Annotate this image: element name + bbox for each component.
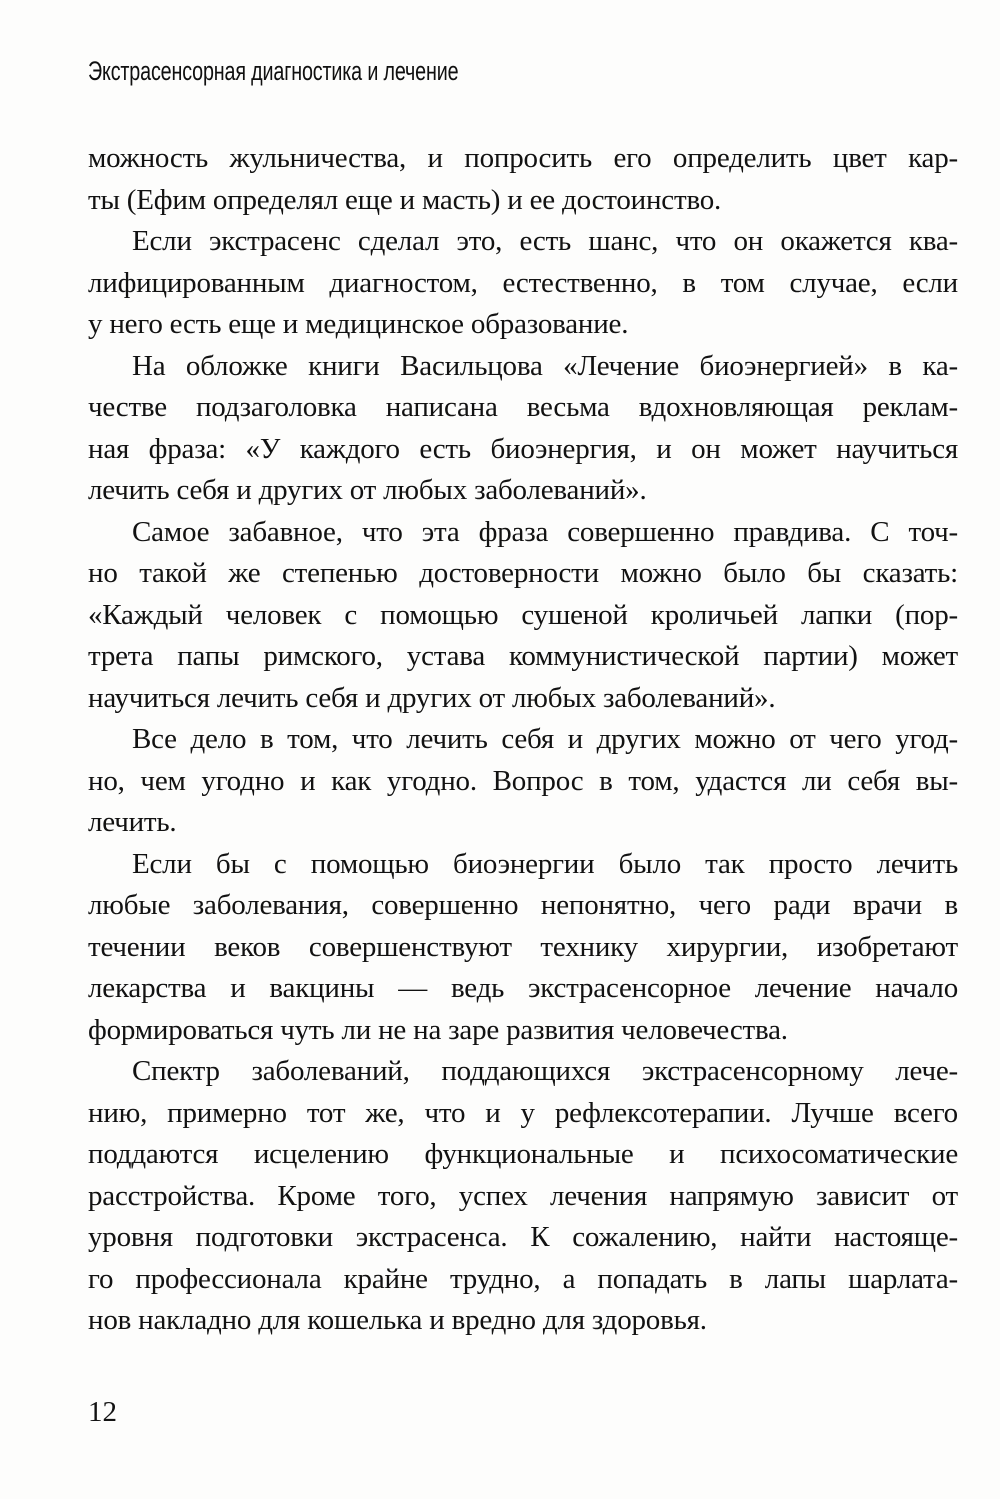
text-line: формироваться чуть ли не на заре развития человечества. bbox=[88, 1013, 788, 1046]
text-line: течении веков совершенствуют технику хирургии, изобретают bbox=[88, 930, 958, 963]
text-line: лифицированным диагностом, естественно, в том случае, если bbox=[88, 266, 958, 299]
text-line: но, чем угодно и как угодно. Вопрос в том, удастся ли себя вы- bbox=[88, 764, 958, 797]
text-line: расстройства. Кроме того, успех лечения напрямую зависит от bbox=[88, 1179, 958, 1212]
text-line: любые заболевания, совершенно непонятно, чего ради врачи в bbox=[88, 889, 958, 921]
text-line: Все дело в том, что лечить себя и других можно от чего угод- bbox=[132, 723, 958, 755]
text-line: научиться лечить себя и других от любых заболеваний». bbox=[88, 681, 776, 714]
text-line: нию, примерно тот же, что и у рефлексотерапии. Лучше всего bbox=[88, 1096, 958, 1129]
text-line: трета папы римского, устава коммунистической партии) может bbox=[88, 640, 958, 672]
text-line: лекарства и вакцины — ведь экстрасенсорное лечение начало bbox=[88, 972, 958, 1004]
text-line: Самое забавное, что эта фраза совершенно правдива. С точ- bbox=[132, 515, 958, 548]
text-line: го профессионала крайне трудно, а попадать в лапы шарлата- bbox=[88, 1262, 958, 1295]
text-line: честве подзаголовка написана весьма вдохновляющая реклам- bbox=[88, 391, 958, 423]
text-line: Если экстрасенс сделал это, есть шанс, что он окажется ква- bbox=[132, 225, 958, 257]
text-line: лечить себя и других от любых заболеваний». bbox=[88, 474, 647, 506]
text-line: ная фраза: «У каждого есть биоэнергия, и он может научиться bbox=[88, 432, 958, 465]
body-text bbox=[88, 138, 958, 1342]
text-line: Спектр заболеваний, поддающихся экстрасенсорному лече- bbox=[132, 1055, 958, 1087]
text-line: «Каждый человек с помощью сушеной кроличьей лапки (пор- bbox=[88, 598, 958, 631]
page-number: 12 bbox=[88, 1396, 117, 1428]
text-line: поддаются исцелению функциональные и психосоматические bbox=[88, 1138, 958, 1170]
text-line: Если бы с помощью биоэнергии было так просто лечить bbox=[132, 847, 958, 880]
text-line: ты (Ефим определял еще и масть) и ее достоинство. bbox=[88, 183, 722, 216]
text-line: у него есть еще и медицинское образование. bbox=[88, 308, 629, 340]
text-line: нов накладно для кошелька и вредно для здоровья. bbox=[88, 1304, 707, 1336]
text-line: лечить. bbox=[88, 806, 177, 838]
text-line: На обложке книги Васильцова «Лечение биоэнергией» в ка- bbox=[132, 349, 958, 382]
running-header: Экстрасенсорная диагностика и лечение bbox=[88, 56, 459, 86]
text-line: можность жульничества, и попросить его определить цвет кар- bbox=[88, 142, 958, 174]
text-line: уровня подготовки экстрасенса. К сожалению, найти настояще- bbox=[88, 1221, 958, 1253]
text-line: но такой же степенью достоверности можно было бы сказать: bbox=[88, 557, 958, 589]
